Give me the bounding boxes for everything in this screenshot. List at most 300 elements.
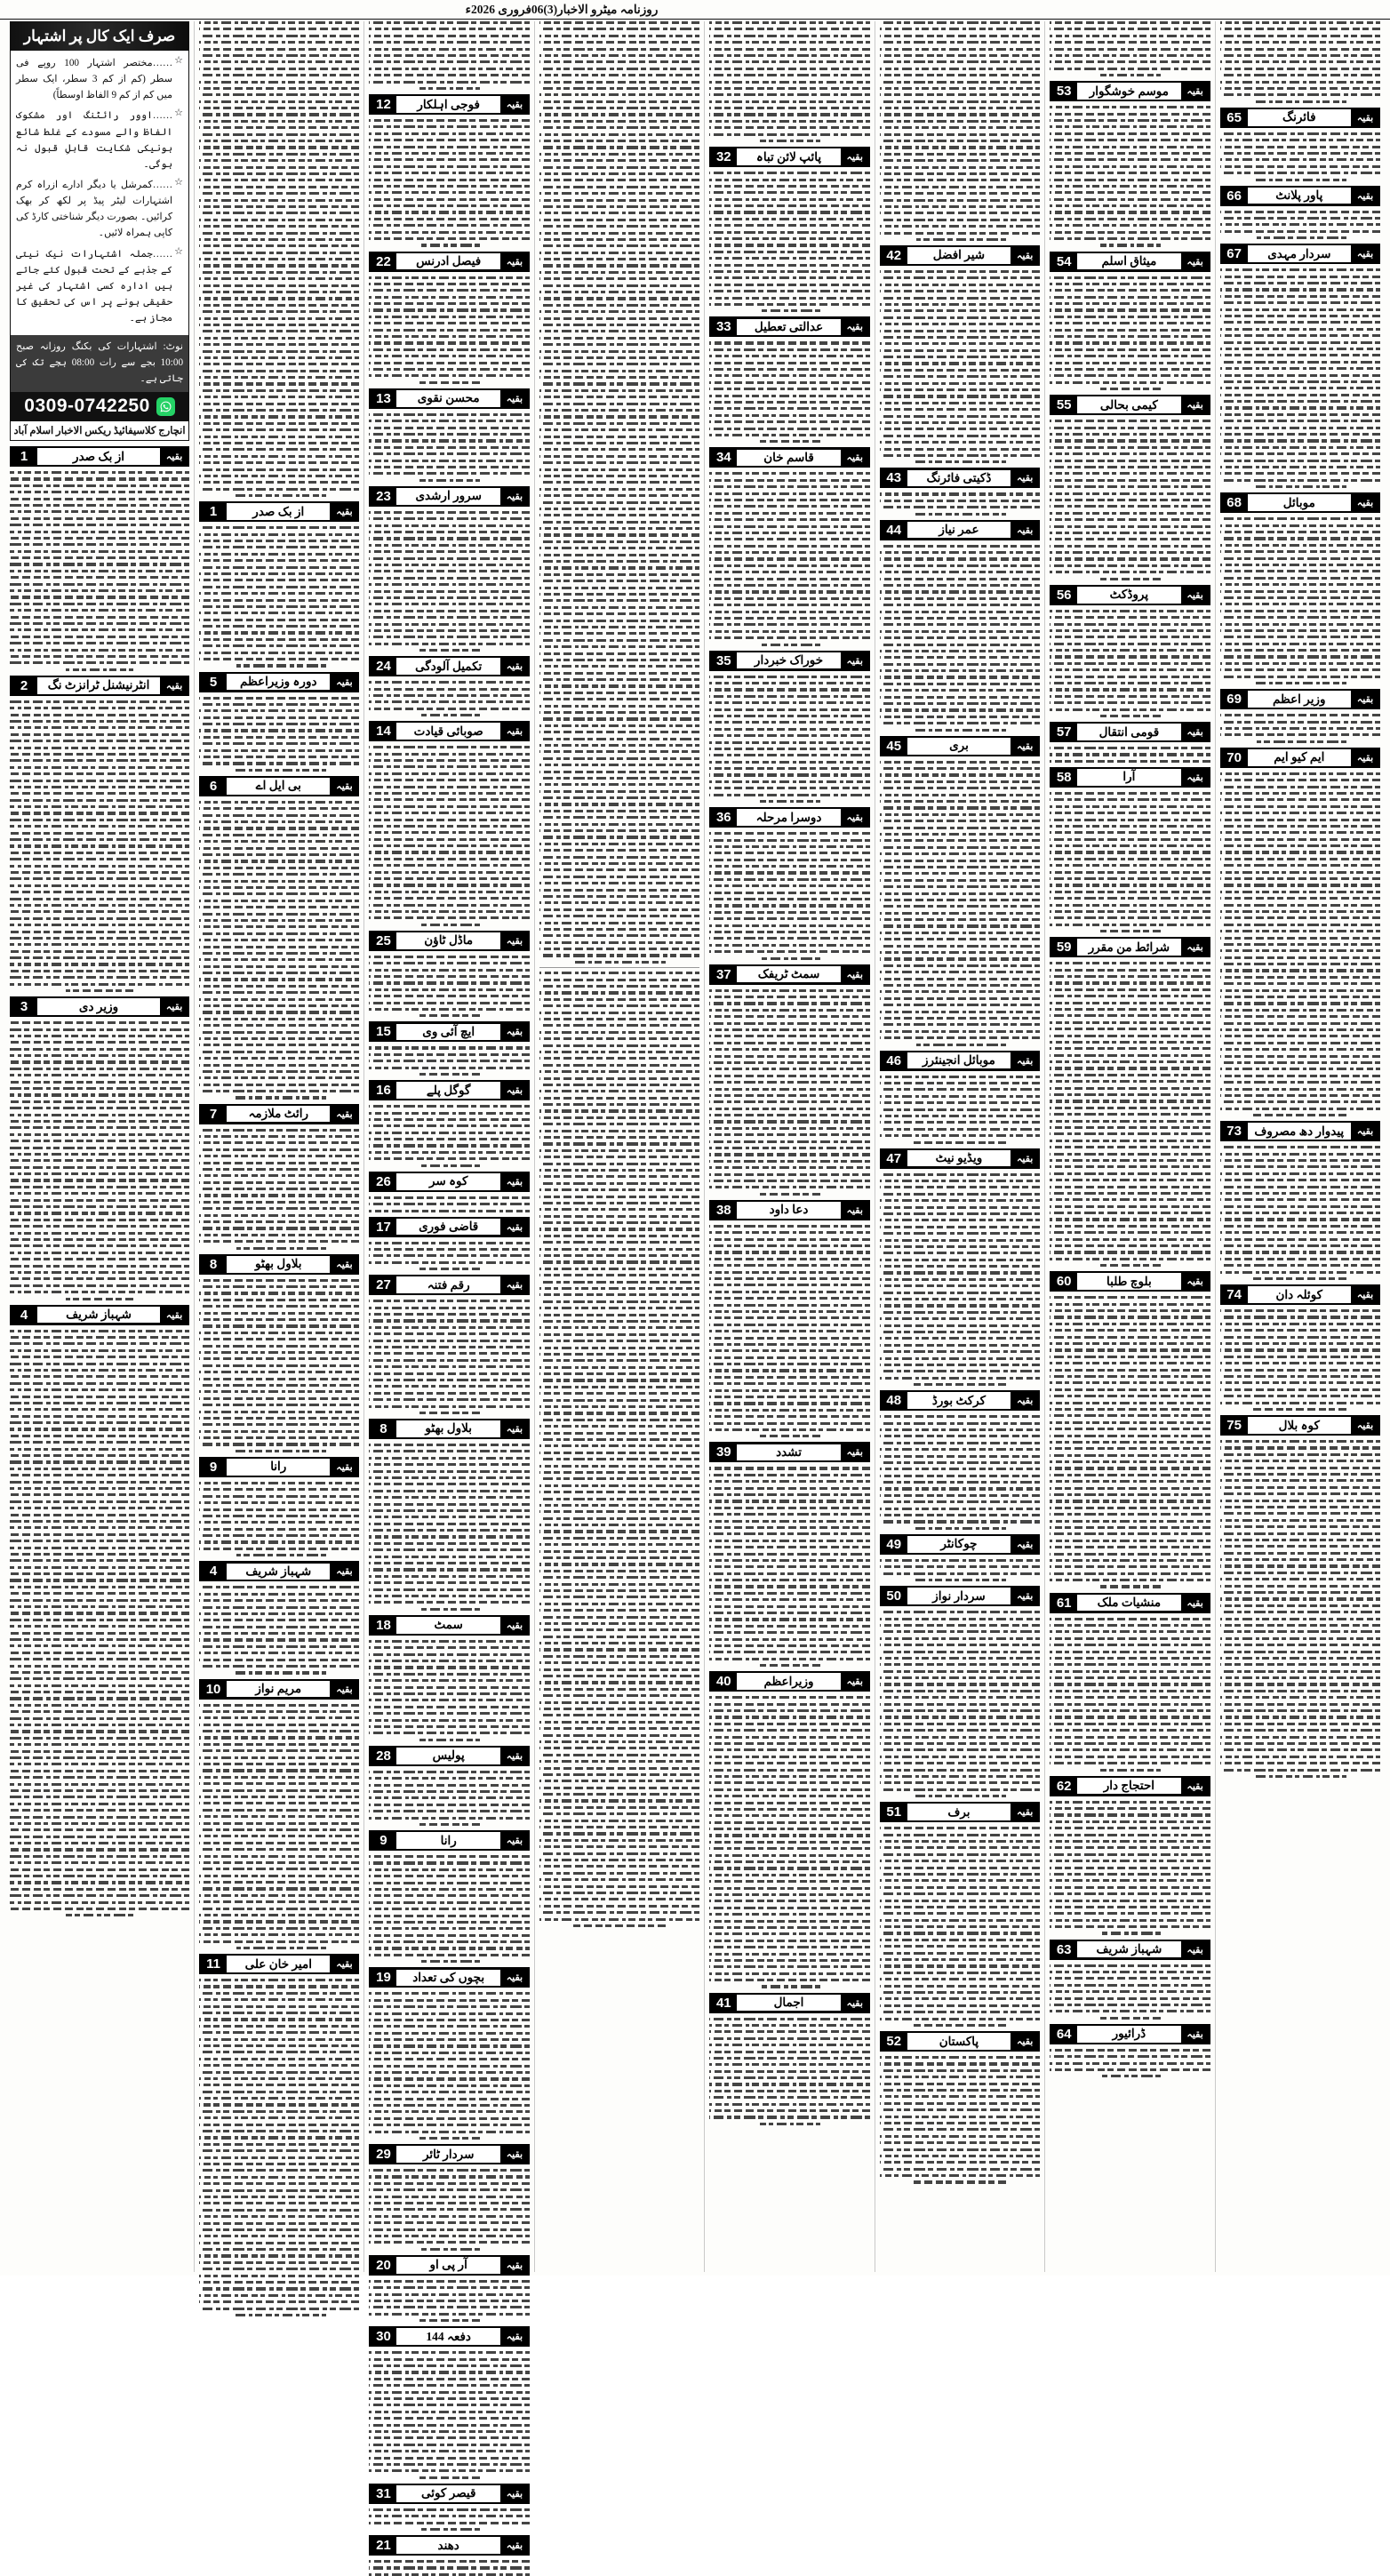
text-line	[1050, 119, 1210, 122]
continuation-headline-1[interactable]	[10, 446, 189, 467]
continuation-headline-13[interactable]	[369, 388, 529, 409]
text-line	[880, 1952, 1040, 1955]
text-line	[539, 1556, 699, 1559]
text-line	[199, 1665, 359, 1668]
text-line	[539, 554, 699, 556]
text-line	[1050, 1388, 1210, 1391]
continuation-headline-7[interactable]	[199, 1104, 359, 1124]
text-line	[10, 740, 189, 742]
continuation-headline-10[interactable]	[199, 1679, 359, 1700]
text-line	[10, 609, 189, 612]
text-line	[709, 1860, 869, 1863]
text-line	[369, 1692, 529, 1695]
text-line	[369, 2131, 529, 2133]
text-line	[1220, 1446, 1380, 1449]
continuation-headline-69[interactable]	[1220, 689, 1380, 709]
text-line	[369, 2313, 529, 2316]
continuation-headline-67[interactable]	[1220, 244, 1380, 264]
continuation-headline-70[interactable]	[1220, 748, 1380, 768]
continuation-label: بقیہ	[500, 1616, 529, 1635]
text-line	[10, 576, 189, 579]
continuation-headline-2[interactable]	[10, 676, 189, 696]
text-line	[10, 1822, 189, 1825]
text-line	[539, 1070, 699, 1073]
text-line	[199, 572, 359, 575]
continuation-label: بقیہ	[1351, 493, 1379, 512]
text-line	[199, 991, 359, 994]
text-line	[1220, 1192, 1380, 1195]
text-line	[369, 1444, 529, 1446]
text-line	[199, 2209, 359, 2212]
text-line	[539, 475, 699, 477]
text-line	[1050, 1493, 1210, 1496]
text-line	[199, 919, 359, 922]
continuation-title: سردار نواز	[907, 1588, 1011, 1604]
text-line	[539, 1524, 699, 1526]
article-text-block	[199, 1279, 359, 1452]
continuation-headline-31[interactable]	[369, 2484, 529, 2504]
continuation-headline-6[interactable]	[199, 776, 359, 796]
text-line	[199, 1933, 359, 1936]
text-line	[10, 1520, 189, 1523]
continuation-headline-63[interactable]	[1050, 1940, 1210, 1960]
text-line	[369, 1927, 529, 1930]
continuation-number: 20	[370, 2256, 396, 2275]
text-line	[1050, 1690, 1210, 1692]
continuation-headline-5[interactable]	[199, 672, 359, 692]
continuation-headline-1[interactable]	[199, 501, 359, 522]
text-line	[369, 904, 529, 907]
continuation-headline-8[interactable]	[199, 1254, 359, 1275]
text-line	[1253, 485, 1346, 488]
text-line	[369, 204, 529, 207]
text-line	[199, 1619, 359, 1621]
text-line	[199, 900, 359, 902]
continuation-headline-18[interactable]	[369, 1615, 529, 1636]
text-line	[709, 767, 869, 770]
text-line	[914, 1141, 1007, 1144]
text-line	[539, 1550, 699, 1553]
text-line	[539, 717, 699, 720]
text-line	[709, 499, 869, 501]
text-line	[1050, 871, 1210, 874]
text-line	[1050, 1414, 1210, 1417]
text-line	[1050, 1906, 1210, 1908]
text-line	[709, 492, 869, 495]
continuation-headline-42[interactable]	[880, 245, 1040, 266]
text-line	[1050, 1572, 1210, 1575]
continuation-title: بچوں کی تعداد	[396, 1970, 499, 1987]
article-text-block	[1050, 962, 1210, 1267]
continuation-headline-47[interactable]	[880, 1148, 1040, 1169]
text-line	[539, 991, 699, 994]
text-line	[880, 395, 1040, 397]
continuation-headline-23[interactable]	[369, 486, 529, 507]
text-line	[10, 700, 189, 703]
text-line	[1220, 1316, 1380, 1318]
text-line	[1220, 877, 1380, 880]
text-line	[539, 403, 699, 405]
continuation-headline-8[interactable]	[369, 1419, 529, 1439]
text-line	[709, 2076, 869, 2079]
continuation-headline-45[interactable]	[880, 736, 1040, 756]
text-line	[709, 1271, 869, 1274]
text-line	[709, 1854, 869, 1857]
continuation-headline-24[interactable]	[369, 656, 529, 676]
text-line	[369, 884, 529, 886]
text-line	[1099, 715, 1161, 717]
text-line	[880, 860, 1040, 862]
text-line	[1220, 904, 1380, 907]
text-line	[199, 1351, 359, 1354]
text-line	[1220, 897, 1380, 900]
text-line	[1050, 1846, 1210, 1849]
text-line	[199, 159, 359, 162]
text-line	[1220, 93, 1380, 96]
text-line	[369, 2450, 529, 2452]
text-line	[539, 1787, 699, 1789]
continuation-headline-49[interactable]	[880, 1534, 1040, 1555]
article-text-block	[1220, 1440, 1380, 1778]
text-line	[709, 518, 869, 521]
continuation-headline-56[interactable]	[1050, 585, 1210, 605]
text-line	[369, 427, 529, 429]
text-line	[10, 714, 189, 716]
continuation-headline-61[interactable]	[1050, 1593, 1210, 1613]
text-line	[10, 963, 189, 965]
continuation-headline-12[interactable]	[369, 94, 529, 115]
text-line	[199, 1842, 359, 1844]
text-line	[1050, 179, 1210, 181]
text-line	[369, 139, 529, 141]
text-line	[1050, 851, 1210, 853]
continuation-headline-25[interactable]	[369, 931, 529, 951]
text-line	[10, 1068, 189, 1070]
text-line	[199, 232, 359, 235]
advertisement-phone-row[interactable]	[11, 392, 188, 420]
continuation-headline-28[interactable]	[369, 1746, 529, 1766]
text-line	[1050, 1971, 1210, 1973]
continuation-headline-43[interactable]	[880, 468, 1040, 488]
continuation-headline-3[interactable]	[10, 996, 189, 1017]
text-line	[369, 1894, 529, 1897]
continuation-headline-50[interactable]	[880, 1586, 1040, 1606]
continuation-title: ایچ آئی وی	[396, 1024, 499, 1041]
continuation-headline-54[interactable]	[1050, 252, 1210, 272]
continuation-headline-37[interactable]	[709, 964, 869, 985]
text-line	[199, 1220, 359, 1223]
continuation-label: بقیہ	[1351, 187, 1379, 205]
text-line	[1050, 231, 1210, 234]
continuation-number: 62	[1050, 1777, 1077, 1796]
text-line	[880, 1886, 1040, 1889]
continuation-headline-4[interactable]	[10, 1305, 189, 1325]
continuation-headline-30[interactable]	[369, 2326, 529, 2347]
text-line	[880, 623, 1040, 626]
text-line	[539, 1517, 699, 1520]
text-line	[199, 271, 359, 274]
text-line	[199, 1920, 359, 1923]
text-line	[709, 133, 869, 136]
continuation-headline-15[interactable]	[369, 1021, 529, 1042]
continuation-headline-34[interactable]	[709, 447, 869, 468]
text-line	[709, 839, 869, 842]
continuation-headline-68[interactable]	[1220, 492, 1380, 513]
continuation-headline-41[interactable]	[709, 1993, 869, 2013]
text-line	[199, 1868, 359, 1870]
text-line	[1220, 367, 1380, 370]
continuation-headline-59[interactable]	[1050, 937, 1210, 957]
text-line	[759, 1435, 820, 1437]
text-line	[539, 645, 699, 648]
text-line	[199, 946, 359, 948]
text-line	[880, 571, 1040, 573]
continuation-headline-4[interactable]	[199, 1561, 359, 1581]
text-line	[709, 1284, 869, 1286]
text-line	[369, 446, 529, 449]
text-line	[539, 711, 699, 714]
text-line	[1253, 1775, 1346, 1778]
text-line	[709, 1696, 869, 1699]
text-line	[709, 865, 869, 868]
continuation-number: 43	[881, 468, 907, 487]
text-line	[369, 2522, 529, 2524]
continuation-headline-36[interactable]	[709, 807, 869, 828]
continuation-number: 69	[1221, 690, 1248, 708]
continuation-headline-62[interactable]	[1050, 1776, 1210, 1796]
text-line	[1050, 2004, 1210, 2006]
text-line	[880, 1259, 1040, 1261]
text-line	[369, 1921, 529, 1924]
text-line	[10, 1828, 189, 1831]
text-line	[199, 2116, 359, 2119]
continuation-headline-65[interactable]	[1220, 108, 1380, 128]
text-line	[709, 512, 869, 515]
text-line	[369, 1646, 529, 1649]
text-line	[199, 1985, 359, 1988]
continuation-headline-44[interactable]	[880, 520, 1040, 540]
text-line	[539, 1307, 699, 1309]
continuation-headline-11[interactable]	[199, 1954, 359, 1974]
continuation-headline-27[interactable]	[369, 1275, 529, 1295]
text-line	[233, 1247, 326, 1250]
continuation-headline-20[interactable]	[369, 2255, 529, 2276]
text-line	[199, 985, 359, 988]
continuation-headline-57[interactable]	[1050, 722, 1210, 742]
text-line	[1220, 583, 1380, 586]
text-line	[1050, 551, 1210, 554]
text-line	[233, 664, 326, 667]
text-line	[369, 524, 529, 527]
text-line	[709, 715, 869, 717]
text-line	[10, 1054, 189, 1057]
text-line	[369, 792, 529, 795]
text-line	[199, 60, 359, 63]
text-line	[880, 1879, 1040, 1882]
text-line	[369, 1581, 529, 1584]
text-line	[369, 237, 529, 240]
text-line	[709, 564, 869, 567]
text-line	[369, 643, 529, 645]
text-line	[539, 889, 699, 892]
continuation-headline-52[interactable]	[880, 2031, 1040, 2052]
continuation-headline-55[interactable]	[1050, 395, 1210, 415]
text-line	[10, 1507, 189, 1509]
text-line	[539, 271, 699, 274]
continuation-label: بقیہ	[500, 1968, 529, 1987]
continuation-number: 65	[1221, 108, 1248, 127]
continuation-number: 67	[1221, 244, 1248, 263]
text-line	[1220, 831, 1380, 834]
continuation-headline-9[interactable]	[199, 1457, 359, 1477]
text-line	[709, 1788, 869, 1791]
continuation-headline-29[interactable]	[369, 2144, 529, 2164]
text-line	[1220, 466, 1380, 468]
text-line	[199, 1659, 359, 1661]
text-line	[709, 1716, 869, 1718]
divider	[539, 967, 699, 968]
continuation-headline-75[interactable]	[1220, 1415, 1380, 1436]
text-line	[10, 1888, 189, 1891]
column-grid	[5, 21, 1385, 2554]
continuation-headline-14[interactable]	[369, 721, 529, 741]
article-text-block	[369, 1771, 529, 1826]
text-line	[369, 1706, 529, 1708]
text-line	[539, 1300, 699, 1303]
continuation-headline-40[interactable]	[709, 1671, 869, 1692]
continuation-headline-21[interactable]	[369, 2535, 529, 2556]
text-line	[10, 976, 189, 979]
continuation-headline-22[interactable]	[369, 252, 529, 272]
continuation-title: ایم کیو ایم	[1248, 749, 1351, 766]
continuation-headline-19[interactable]	[369, 1967, 529, 1988]
text-line	[880, 199, 1040, 202]
text-line	[10, 1481, 189, 1484]
continuation-headline-32[interactable]	[709, 147, 869, 167]
continuation-headline-58[interactable]	[1050, 767, 1210, 788]
text-line	[539, 1392, 699, 1395]
text-line	[539, 1254, 699, 1257]
text-line	[1220, 1683, 1380, 1685]
text-line	[880, 879, 1040, 882]
continuation-number: 57	[1050, 723, 1077, 741]
text-line	[369, 452, 529, 455]
text-line	[880, 932, 1040, 934]
text-line	[199, 2012, 359, 2014]
text-line	[1253, 1277, 1346, 1280]
continuation-label: بقیہ	[160, 676, 188, 695]
text-line	[709, 1631, 869, 1634]
text-line	[199, 93, 359, 96]
text-line	[369, 2124, 529, 2126]
text-line	[709, 1946, 869, 1948]
continuation-headline-60[interactable]	[1050, 1271, 1210, 1292]
text-line	[539, 1044, 699, 1047]
text-line	[199, 619, 359, 621]
text-line	[539, 1642, 699, 1644]
text-line	[199, 1736, 359, 1739]
text-line	[199, 586, 359, 588]
text-line	[880, 2155, 1040, 2157]
continuation-number: 38	[710, 1201, 737, 1220]
text-line	[1220, 1545, 1380, 1548]
continuation-headline-33[interactable]	[709, 316, 869, 337]
text-line	[539, 330, 699, 332]
continuation-label: بقیہ	[1011, 246, 1039, 265]
continuation-headline-66[interactable]	[1220, 186, 1380, 206]
text-line	[199, 448, 359, 451]
continuation-headline-51[interactable]	[880, 1802, 1040, 1822]
continuation-number: 39	[710, 1443, 737, 1461]
text-line	[199, 2268, 359, 2270]
continuation-headline-39[interactable]	[709, 1442, 869, 1462]
text-line	[369, 1307, 529, 1309]
text-line	[10, 844, 189, 847]
text-line	[199, 113, 359, 116]
continuation-headline-53[interactable]	[1050, 81, 1210, 101]
text-line	[709, 1742, 869, 1745]
text-line	[880, 938, 1040, 940]
continuation-headline-9[interactable]	[369, 1830, 529, 1851]
text-line	[709, 1180, 869, 1182]
text-line	[880, 362, 1040, 364]
continuation-headline-74[interactable]	[1220, 1284, 1380, 1305]
continuation-headline-26[interactable]	[369, 1172, 529, 1192]
continuation-headline-48[interactable]	[880, 1390, 1040, 1411]
text-line	[10, 1147, 189, 1149]
text-line	[369, 1562, 529, 1564]
text-line	[66, 989, 134, 992]
advertisement-phone-number[interactable]: 0309-0742250	[24, 396, 150, 417]
continuation-headline-38[interactable]	[709, 1200, 869, 1220]
text-line	[369, 1875, 529, 1877]
text-line	[369, 1861, 529, 1864]
text-line	[369, 302, 529, 305]
text-line	[709, 113, 869, 116]
continuation-headline-17[interactable]	[369, 1217, 529, 1237]
continuation-headline-64[interactable]	[1050, 2024, 1210, 2044]
text-line	[419, 2319, 480, 2322]
text-line	[10, 943, 189, 946]
text-line	[1050, 1093, 1210, 1096]
text-line	[199, 1390, 359, 1393]
text-line	[1050, 191, 1210, 194]
continuation-headline-35[interactable]	[709, 651, 869, 671]
text-line	[880, 1565, 1040, 1568]
text-line	[880, 1723, 1040, 1725]
continuation-title: پولیس	[396, 1748, 499, 1764]
text-line	[1050, 688, 1210, 691]
text-line	[880, 284, 1040, 286]
text-line	[880, 716, 1040, 718]
continuation-headline-46[interactable]	[880, 1051, 1040, 1071]
continuation-headline-73[interactable]	[1220, 1121, 1380, 1141]
continuation-headline-16[interactable]	[369, 1080, 529, 1100]
text-line	[1050, 218, 1210, 220]
text-line	[369, 2391, 529, 2394]
text-line	[880, 1572, 1040, 1575]
text-line	[539, 1051, 699, 1053]
text-line	[419, 1960, 480, 1963]
text-line	[880, 1748, 1040, 1751]
text-line	[199, 252, 359, 254]
text-line	[709, 1507, 869, 1509]
text-line	[1050, 446, 1210, 449]
text-line	[1220, 28, 1380, 30]
text-line	[10, 931, 189, 933]
text-line	[1050, 433, 1210, 436]
text-line	[539, 1333, 699, 1336]
